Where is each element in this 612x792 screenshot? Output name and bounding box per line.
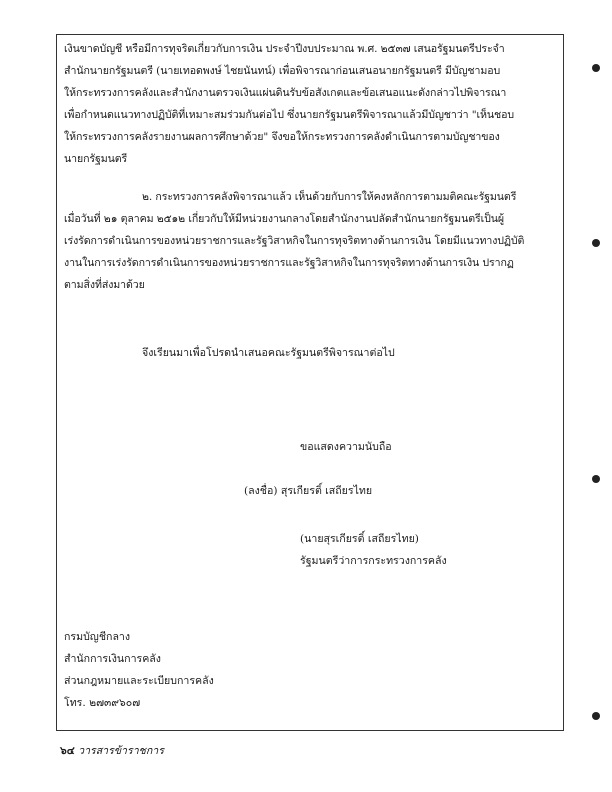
paragraph-line: งานในการเร่งรัดการดำเนินการของหน่วยราชการและรัฐวิสาหกิจในการทุจริตทางด้านการเงิน ปรากฏ	[64, 257, 514, 269]
journal-title: วารสารข้าราชการ	[78, 745, 164, 757]
office-bureau: สำนักการเงินการคลัง	[64, 653, 161, 665]
paragraph-line: เมื่อวันที่ ๒๑ ตุลาคม ๒๕๑๒ เกี่ยวกับให้มีหน่วยงานกลางโดยสำนักงานปลัดสำนักนายกรัฐมนตรีเป็นผู้	[64, 213, 504, 225]
binder-hole-icon	[592, 64, 600, 72]
binder-hole-icon	[592, 712, 600, 720]
paragraph-line: ๒. กระทรวงการคลังพิจารณาแล้ว เห็นด้วยกับการให้คงหลักการตามมติคณะรัฐมนตรี	[142, 191, 517, 203]
paragraph-line: เพื่อกำหนดแนวทางปฏิบัติที่เหมาะสมร่วมกันต่อไป ซึ่งนายกรัฐมนตรีพิจารณาแล้วมีบัญชาว่า "เห็นชอบ	[64, 109, 515, 121]
paragraph-line: เงินขาดบัญชี หรือมีการทุจริตเกี่ยวกับการเงิน ประจำปีงบประมาณ พ.ศ. ๒๕๓๗ เสนอรัฐมนตรีประจำ	[64, 43, 505, 55]
paragraph-line: ตามสิ่งที่ส่งมาด้วย	[64, 279, 145, 291]
signature-signed: (ลงชื่อ) สุรเกียรติ์ เสถียรไทย	[244, 485, 373, 497]
page-number: ๖๔	[60, 745, 75, 757]
office-department: กรมบัญชีกลาง	[64, 631, 131, 643]
paragraph-1	[64, 38, 558, 170]
office-division: ส่วนกฎหมายและระเบียบการคลัง	[64, 675, 214, 687]
paragraph-line: นายกรัฐมนตรี	[64, 153, 128, 165]
paragraph-line: ให้กระทรวงการคลังและสำนักงานตรวจเงินแผ่นดินรับข้อสังเกตและข้อเสนอแนะดังกล่าวไปพิจารณา	[64, 87, 507, 99]
paragraph-line: ให้กระทรวงการคลังรายงานผลการศึกษาด้วย" จึงขอให้กระทรวงการคลังดำเนินการตามบัญชาของ	[64, 131, 500, 143]
paragraph-line: เร่งรัดการดำเนินการของหน่วยราชการและรัฐวิสาหกิจในการทุจริตทางด้านการเงิน โดยมีแนวทางปฏิบัติ	[64, 235, 525, 247]
page-footer	[60, 742, 164, 759]
signature-title: รัฐมนตรีว่าการกระทรวงการคลัง	[300, 555, 447, 567]
paragraph-line: สำนักนายกรัฐมนตรี (นายเทอดพงษ์ ไชยนันทน์) เพื่อพิจารณาก่อนเสนอนายกรัฐมนตรี มีบัญชามอบ	[64, 65, 501, 77]
binder-hole-icon	[592, 239, 600, 247]
binder-hole-icon	[592, 475, 600, 483]
paragraph-2	[64, 186, 558, 296]
closing-sentence: จึงเรียนมาเพื่อโปรดนำเสนอคณะรัฐมนตรีพิจารณาต่อไป	[142, 347, 395, 359]
signature-name: (นายสุรเกียรติ์ เสถียรไทย)	[300, 533, 419, 545]
office-phone: โทร. ๒๗๓๙๖๐๗	[64, 697, 141, 709]
signature-regards: ขอแสดงความนับถือ	[300, 441, 392, 453]
